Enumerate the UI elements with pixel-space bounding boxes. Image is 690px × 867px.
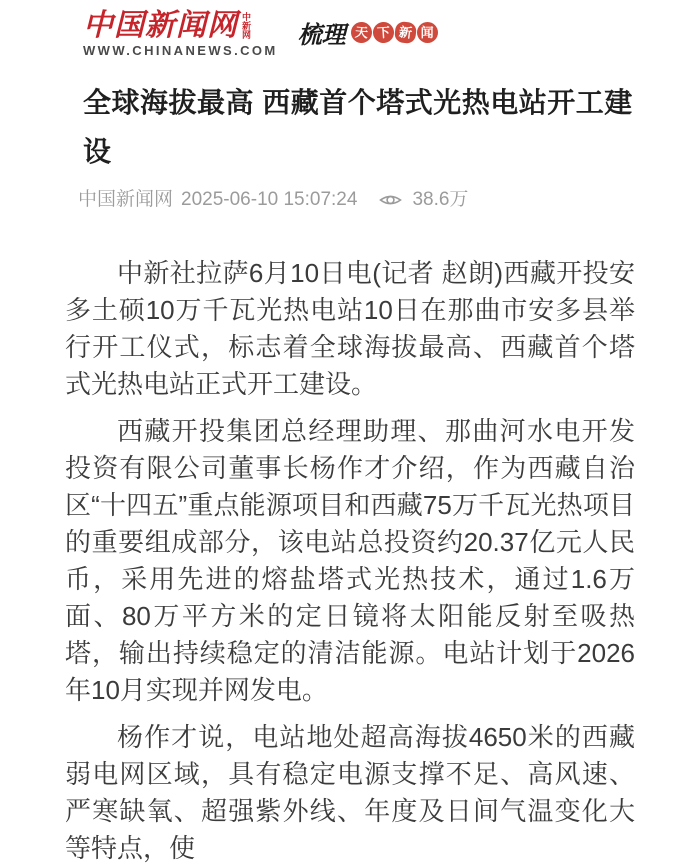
site-slogan xyxy=(298,15,438,50)
site-logo-side-char: 网 xyxy=(242,30,252,40)
slogan-seal-char: 下 xyxy=(372,21,394,43)
article-body xyxy=(0,255,690,867)
article-paragraph: 杨作才说，电站地处超高海拔4650米的西藏弱电网区域，具有稳定电源支撑不足、高风速、严寒缺氧、超强紫外线、年度及日间气温变化大等特点，使 xyxy=(65,722,635,863)
article-source: 中国新闻网 xyxy=(78,189,174,210)
site-logo-text: 中国新闻网 xyxy=(83,9,238,42)
site-logo[interactable] xyxy=(83,10,278,60)
site-logo-url: WWW.CHINANEWS.COM xyxy=(83,43,278,58)
site-logo-side-char: 中 xyxy=(242,12,252,22)
article-title: 全球海拔最高 西藏首个塔式光热电站开工建设 xyxy=(83,87,633,167)
article-datetime: 2025-06-10 15:07:24 xyxy=(181,189,358,210)
slogan-seal-char: 天 xyxy=(350,21,373,44)
slogan-seal-char: 闻 xyxy=(417,22,438,43)
eye-icon xyxy=(379,192,402,208)
article-paragraph: 西藏开投集团总经理助理、那曲河水电开发投资有限公司董事长杨作才介绍，作为西藏自治区“十四五”重点能源项目和西藏75万千瓦光热项目的重要组成部分，该电站总投资约20.37亿元人民币，采用先进的熔盐塔式光热技术，通过1.6万面、80万平方米的定日镜将太阳能反射至吸热塔，输出持续稳定的清洁能源。电站计划于2026年10月实现并网发电。 xyxy=(65,416,635,705)
slogan-seal-char: 新 xyxy=(393,21,416,44)
site-header xyxy=(0,0,690,58)
site-logo-side-text xyxy=(242,13,251,40)
views-count: 38.6万 xyxy=(412,189,469,210)
article-paragraph: 中新社拉萨6月10日电(记者 赵朗)西藏开投安多土硕10万千瓦光热电站10日在那曲市安多县举行开工仪式，标志着全球海拔最高、西藏首个塔式光热电站正式开工建设。 xyxy=(65,258,635,399)
article-meta xyxy=(78,189,635,211)
slogan-prefix-text: 梳理 xyxy=(297,22,346,49)
site-logo-side-char: 新 xyxy=(242,21,252,31)
